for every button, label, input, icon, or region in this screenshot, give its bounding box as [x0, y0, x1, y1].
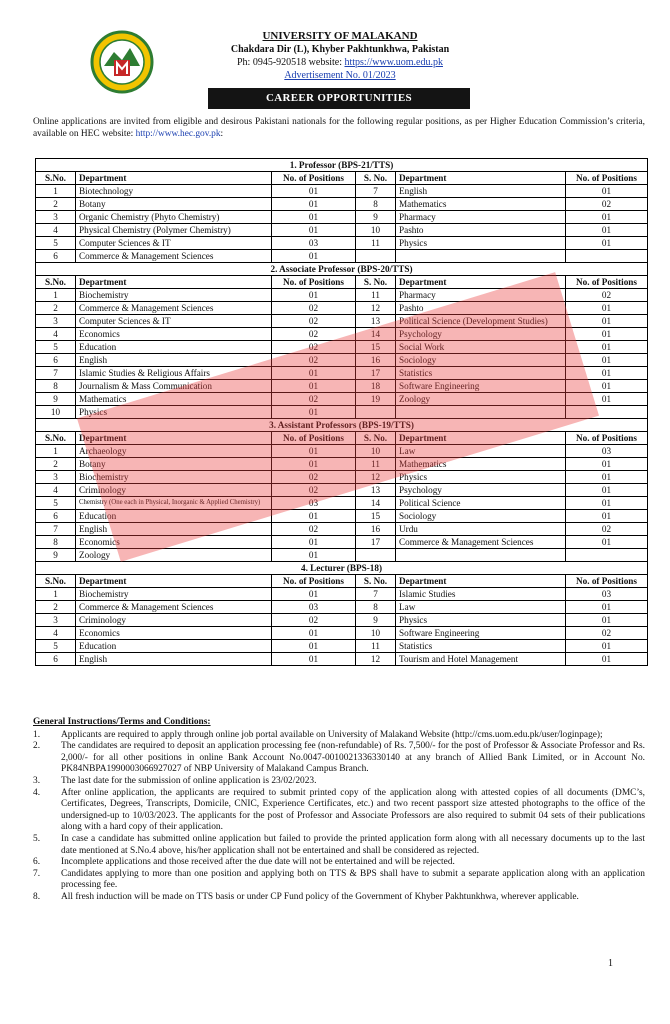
positions-cell: 01 — [566, 393, 648, 406]
serial-cell: 11 — [356, 237, 396, 250]
department-cell: Islamic Studies & Religious Affairs — [76, 367, 272, 380]
positions-cell: 01 — [272, 211, 356, 224]
positions-cell: 01 — [566, 640, 648, 653]
column-header: Department — [396, 432, 566, 445]
intro-after: : — [220, 129, 224, 139]
department-cell: Commerce & Management Sciences — [76, 302, 272, 315]
serial-cell: 1 — [36, 588, 76, 601]
department-cell: Education — [76, 341, 272, 354]
section-title-row — [36, 562, 648, 575]
column-header: Department — [396, 276, 566, 289]
advertisement-number: Advertisement No. 01/2023 — [284, 70, 396, 81]
serial-cell: 10 — [36, 406, 76, 419]
instruction-text: Applicants are required to apply through online job portal available on University of Malakand Website (http://cms.uom.edu.pk/user/loginpage); — [61, 729, 603, 740]
instruction-item — [33, 834, 645, 857]
positions-cell: 01 — [272, 367, 356, 380]
positions-cell: 02 — [566, 198, 648, 211]
positions-cell: 01 — [272, 627, 356, 640]
table-row — [36, 653, 648, 666]
table-row — [36, 406, 648, 419]
instruction-number: 7. — [33, 868, 41, 879]
table-row — [36, 341, 648, 354]
positions-cell: 01 — [272, 588, 356, 601]
positions-cell: 01 — [272, 289, 356, 302]
column-header: No. of Positions — [566, 432, 648, 445]
instruction-item — [33, 776, 645, 788]
instruction-text: After online application, the applicants are required to submit printed copy of the application along with attested copies of all documents (DMC’s, Certificates, Degrees, Transcripts, Domicile, CNIC, Experience Certificates, etc.) and two recent passport size attested photographs to the office of the undersigned-up to 10/03/2023. The applicants for the post of Professor and Associate Professors are also required to submit 04 sets of their publications along with a hard copy of their application. — [61, 787, 645, 833]
serial-cell: 8 — [36, 536, 76, 549]
department-cell: Botany — [76, 198, 272, 211]
positions-cell: 01 — [566, 497, 648, 510]
serial-cell: 2 — [36, 198, 76, 211]
department-cell: Criminology — [76, 484, 272, 497]
table-row — [36, 510, 648, 523]
positions-cell: 01 — [566, 354, 648, 367]
department-cell: Zoology — [76, 549, 272, 562]
intro-paragraph — [33, 116, 645, 140]
department-cell: English — [76, 354, 272, 367]
positions-cell: 01 — [566, 224, 648, 237]
table-row — [36, 328, 648, 341]
serial-cell: 19 — [356, 393, 396, 406]
department-cell: Political Science — [396, 497, 566, 510]
department-cell: Biochemistry — [76, 588, 272, 601]
table-row — [36, 224, 648, 237]
table-row — [36, 471, 648, 484]
serial-cell: 12 — [356, 471, 396, 484]
table-row — [36, 484, 648, 497]
positions-cell: 01 — [566, 653, 648, 666]
serial-cell: 13 — [356, 484, 396, 497]
serial-cell: 9 — [356, 614, 396, 627]
instruction-text: Incomplete applications and those received after the due date will not be entertained and will be rejected. — [61, 857, 455, 868]
positions-cell: 02 — [272, 328, 356, 341]
university-address: Chakdara Dir (L), Khyber Pakhtunkhwa, Pakistan — [230, 44, 450, 55]
positions-cell: 01 — [272, 250, 356, 263]
department-cell — [396, 250, 566, 263]
table-row — [36, 380, 648, 393]
department-cell: Economics — [76, 536, 272, 549]
table-row — [36, 289, 648, 302]
department-cell: Sociology — [396, 354, 566, 367]
serial-cell: 9 — [356, 211, 396, 224]
department-cell: Archaeology — [76, 445, 272, 458]
column-header: No. of Positions — [272, 575, 356, 588]
column-header: No. of Positions — [272, 172, 356, 185]
department-cell: Pashto — [396, 302, 566, 315]
instruction-text: The last date for the submission of online application is 23/02/2023. — [61, 775, 317, 786]
serial-cell: 6 — [36, 354, 76, 367]
serial-cell: 2 — [36, 601, 76, 614]
serial-cell — [356, 549, 396, 562]
instruction-item — [33, 741, 645, 776]
department-cell: Education — [76, 510, 272, 523]
instructions-list — [33, 730, 645, 904]
serial-cell: 7 — [36, 367, 76, 380]
column-header: S. No. — [356, 276, 396, 289]
department-cell — [396, 406, 566, 419]
positions-cell: 02 — [272, 315, 356, 328]
department-cell: Zoology — [396, 393, 566, 406]
serial-cell: 12 — [356, 653, 396, 666]
serial-cell: 16 — [356, 523, 396, 536]
university-name: UNIVERSITY OF MALAKAND — [262, 30, 418, 42]
positions-cell: 01 — [566, 471, 648, 484]
department-cell: Economics — [76, 627, 272, 640]
table-row — [36, 211, 648, 224]
serial-cell: 11 — [356, 289, 396, 302]
department-cell: Botany — [76, 458, 272, 471]
column-header: S.No. — [36, 432, 76, 445]
positions-cell: 02 — [272, 302, 356, 315]
positions-cell: 01 — [566, 510, 648, 523]
table-row — [36, 549, 648, 562]
positions-cell: 01 — [566, 211, 648, 224]
serial-cell: 14 — [356, 497, 396, 510]
positions-cell: 01 — [566, 185, 648, 198]
instruction-text: The candidates are required to deposit an application processing fee (non-refundable) of Rs. 7,500/- for the post of Professor & Associate Professor and Rs. 2,000/- for all other positions in online Bank Account No.0047-0010021336330140 at any branch of Allied Bank Limited, or in Account No. PK84NBPA1990003066927027 of NBP University of Malakand Campus Branch. — [61, 741, 645, 775]
positions-cell: 01 — [566, 380, 648, 393]
instruction-item — [33, 857, 645, 869]
positions-cell: 01 — [272, 198, 356, 211]
positions-cell: 01 — [272, 549, 356, 562]
serial-cell: 4 — [36, 484, 76, 497]
serial-cell: 14 — [356, 328, 396, 341]
positions-cell: 01 — [272, 406, 356, 419]
department-cell: Islamic Studies — [396, 588, 566, 601]
department-cell: Computer Sciences & IT — [76, 315, 272, 328]
department-cell: Biotechnology — [76, 185, 272, 198]
column-header: S.No. — [36, 575, 76, 588]
positions-cell: 01 — [566, 536, 648, 549]
serial-cell: 4 — [36, 224, 76, 237]
column-header-row — [36, 432, 648, 445]
table-row — [36, 198, 648, 211]
department-cell: Mathematics — [396, 198, 566, 211]
column-header-row — [36, 575, 648, 588]
department-cell: Physics — [396, 614, 566, 627]
serial-cell: 8 — [36, 380, 76, 393]
department-cell — [396, 549, 566, 562]
column-header: S.No. — [36, 172, 76, 185]
positions-cell: 02 — [272, 523, 356, 536]
table-row — [36, 536, 648, 549]
positions-cell: 02 — [272, 471, 356, 484]
table-row — [36, 601, 648, 614]
department-cell: English — [76, 653, 272, 666]
serial-cell: 3 — [36, 471, 76, 484]
positions-cell: 03 — [272, 601, 356, 614]
column-header: S. No. — [356, 432, 396, 445]
column-header: Department — [396, 575, 566, 588]
table-row — [36, 445, 648, 458]
serial-cell: 3 — [36, 614, 76, 627]
positions-cell: 02 — [566, 289, 648, 302]
department-cell: Law — [396, 601, 566, 614]
serial-cell: 7 — [356, 588, 396, 601]
positions-cell: 02 — [272, 393, 356, 406]
serial-cell: 5 — [36, 497, 76, 510]
column-header: No. of Positions — [272, 276, 356, 289]
department-cell: English — [396, 185, 566, 198]
positions-cell: 03 — [272, 497, 356, 510]
serial-cell: 11 — [356, 458, 396, 471]
department-cell: Political Science (Development Studies) — [396, 315, 566, 328]
positions-cell: 01 — [272, 510, 356, 523]
column-header-row — [36, 276, 648, 289]
positions-cell: 01 — [566, 315, 648, 328]
serial-cell: 7 — [36, 523, 76, 536]
letterhead — [190, 30, 490, 82]
section-title: 1. Professor (BPS-21/TTS) — [36, 159, 648, 172]
department-cell: Software Engineering — [396, 380, 566, 393]
table-row — [36, 315, 648, 328]
serial-cell: 6 — [36, 510, 76, 523]
serial-cell: 6 — [36, 653, 76, 666]
section-title: 4. Lecturer (BPS-18) — [36, 562, 648, 575]
column-header: Department — [76, 575, 272, 588]
serial-cell — [356, 406, 396, 419]
department-cell: Mathematics — [396, 458, 566, 471]
intro-text: Online applications are invited from eligible and desirous Pakistani nationals for the following regular positions, as per Higher Education Commission’s criteria, available on HEC website: — [33, 117, 645, 139]
column-header: Department — [76, 276, 272, 289]
hec-link[interactable]: http://www.hec.gov.pk — [135, 129, 221, 139]
positions-cell: 01 — [566, 458, 648, 471]
department-cell: Physics — [76, 406, 272, 419]
positions-cell: 01 — [272, 458, 356, 471]
column-header: S. No. — [356, 575, 396, 588]
positions-cell: 01 — [566, 302, 648, 315]
serial-cell: 18 — [356, 380, 396, 393]
instruction-text: Candidates applying to more than one position and applying both on TTS & BPS shall have to submit a separate application along with an application processing fee. — [61, 868, 645, 891]
instruction-number: 2. — [33, 741, 41, 752]
department-cell: Sociology — [396, 510, 566, 523]
department-cell: Commerce & Management Sciences — [396, 536, 566, 549]
serial-cell: 2 — [36, 458, 76, 471]
column-header: No. of Positions — [272, 432, 356, 445]
serial-cell: 5 — [36, 341, 76, 354]
department-cell: Journalism & Mass Communication — [76, 380, 272, 393]
department-cell: Organic Chemistry (Phyto Chemistry) — [76, 211, 272, 224]
positions-cell — [566, 250, 648, 263]
contact-line — [190, 56, 490, 69]
positions-cell: 03 — [566, 445, 648, 458]
serial-cell: 11 — [356, 640, 396, 653]
serial-cell: 12 — [356, 302, 396, 315]
positions-cell: 01 — [566, 484, 648, 497]
positions-cell: 01 — [566, 237, 648, 250]
section-title: 2. Associate Professor (BPS-20/TTS) — [36, 263, 648, 276]
department-cell: Biochemistry — [76, 289, 272, 302]
positions-cell: 01 — [272, 640, 356, 653]
serial-cell: 15 — [356, 341, 396, 354]
section-title-row — [36, 159, 648, 172]
positions-cell: 01 — [566, 601, 648, 614]
positions-cell: 03 — [566, 588, 648, 601]
instruction-item — [33, 788, 645, 834]
positions-cell: 01 — [272, 445, 356, 458]
table-row — [36, 302, 648, 315]
serial-cell: 17 — [356, 367, 396, 380]
department-cell: Pharmacy — [396, 289, 566, 302]
instruction-number: 5. — [33, 833, 41, 844]
table-row — [36, 640, 648, 653]
department-cell: Computer Sciences & IT — [76, 237, 272, 250]
serial-cell: 15 — [356, 510, 396, 523]
serial-cell: 3 — [36, 315, 76, 328]
serial-cell: 1 — [36, 289, 76, 302]
positions-cell: 02 — [272, 614, 356, 627]
section-title-row — [36, 419, 648, 432]
serial-cell: 3 — [36, 211, 76, 224]
department-cell: Law — [396, 445, 566, 458]
table-row — [36, 627, 648, 640]
department-cell: Statistics — [396, 367, 566, 380]
instruction-item — [33, 869, 645, 892]
phone-text: Ph: 0945-920518 website: — [236, 57, 345, 68]
instruction-number: 1. — [33, 729, 41, 740]
serial-cell: 10 — [356, 627, 396, 640]
column-header: Department — [76, 172, 272, 185]
instruction-text: In case a candidate has submitted online application but failed to provide the printed application form along with all necessary documents up to the last date mentioned at S.No.4 above, his/her application shall not be entertained and shall be considered as rejected. — [61, 833, 645, 856]
positions-cell: 03 — [272, 237, 356, 250]
instruction-number: 8. — [33, 891, 41, 902]
table-row — [36, 185, 648, 198]
serial-cell — [356, 250, 396, 263]
positions-cell: 01 — [272, 224, 356, 237]
serial-cell: 2 — [36, 302, 76, 315]
table-row — [36, 614, 648, 627]
department-cell: Psychology — [396, 484, 566, 497]
department-cell: Mathematics — [76, 393, 272, 406]
career-opportunities-banner: CAREER OPPORTUNITIES — [208, 88, 470, 109]
serial-cell: 7 — [356, 185, 396, 198]
department-cell: Physical Chemistry (Polymer Chemistry) — [76, 224, 272, 237]
positions-cell: 02 — [566, 523, 648, 536]
serial-cell: 8 — [356, 198, 396, 211]
column-header: No. of Positions — [566, 172, 648, 185]
positions-cell: 01 — [272, 653, 356, 666]
department-cell: Commerce & Management Sciences — [76, 601, 272, 614]
table-row — [36, 354, 648, 367]
column-header: No. of Positions — [566, 575, 648, 588]
instruction-number: 3. — [33, 775, 41, 786]
positions-cell: 01 — [566, 341, 648, 354]
serial-cell: 4 — [36, 627, 76, 640]
serial-cell: 5 — [36, 237, 76, 250]
column-header: No. of Positions — [566, 276, 648, 289]
serial-cell: 9 — [36, 549, 76, 562]
department-cell: English — [76, 523, 272, 536]
positions-cell: 01 — [272, 185, 356, 198]
positions-cell: 01 — [566, 367, 648, 380]
table-row — [36, 237, 648, 250]
serial-cell: 10 — [356, 445, 396, 458]
table-row — [36, 588, 648, 601]
positions-cell: 02 — [272, 484, 356, 497]
positions-table — [35, 158, 648, 666]
positions-cell — [566, 406, 648, 419]
serial-cell: 10 — [356, 224, 396, 237]
serial-cell: 5 — [36, 640, 76, 653]
serial-cell: 8 — [356, 601, 396, 614]
department-cell: Urdu — [396, 523, 566, 536]
positions-cell: 02 — [272, 341, 356, 354]
department-cell: Economics — [76, 328, 272, 341]
table-row — [36, 367, 648, 380]
serial-cell: 1 — [36, 445, 76, 458]
department-cell: Pharmacy — [396, 211, 566, 224]
table-row — [36, 523, 648, 536]
column-header-row — [36, 172, 648, 185]
instruction-item — [33, 892, 645, 904]
table-row — [36, 458, 648, 471]
table-row — [36, 393, 648, 406]
serial-cell: 4 — [36, 328, 76, 341]
university-logo — [90, 30, 154, 94]
column-header: S. No. — [356, 172, 396, 185]
department-cell: Statistics — [396, 640, 566, 653]
department-cell: Tourism and Hotel Management — [396, 653, 566, 666]
section-title-row — [36, 263, 648, 276]
column-header: S.No. — [36, 276, 76, 289]
department-cell: Social Work — [396, 341, 566, 354]
department-cell: Commerce & Management Sciences — [76, 250, 272, 263]
department-cell: Education — [76, 640, 272, 653]
serial-cell: 17 — [356, 536, 396, 549]
serial-cell: 1 — [36, 185, 76, 198]
department-cell: Physics — [396, 471, 566, 484]
department-cell: Chemistry (One each in Physical, Inorganic & Applied Chemistry) — [76, 497, 272, 510]
serial-cell: 6 — [36, 250, 76, 263]
instructions-title: General Instructions/Terms and Conditions: — [33, 717, 211, 727]
department-cell: Software Engineering — [396, 627, 566, 640]
table-row — [36, 250, 648, 263]
positions-cell: 01 — [272, 536, 356, 549]
positions-cell: 02 — [566, 627, 648, 640]
department-cell: Biochemistry — [76, 471, 272, 484]
positions-cell: 01 — [566, 328, 648, 341]
positions-cell — [566, 549, 648, 562]
instruction-text: All fresh induction will be made on TTS basis or under CP Fund policy of the Government of Khyber Pakhtunkhwa, wherever applicable. — [61, 891, 579, 902]
department-cell: Criminology — [76, 614, 272, 627]
department-cell: Physics — [396, 237, 566, 250]
department-cell: Psychology — [396, 328, 566, 341]
serial-cell: 16 — [356, 354, 396, 367]
section-title: 3. Assistant Professors (BPS-19/TTS) — [36, 419, 648, 432]
positions-cell: 01 — [566, 614, 648, 627]
department-cell: Pashto — [396, 224, 566, 237]
instruction-item — [33, 730, 645, 742]
page-number: 1 — [608, 958, 613, 969]
general-instructions — [33, 717, 645, 904]
positions-cell: 02 — [272, 354, 356, 367]
website-link[interactable]: https://www.uom.edu.pk — [344, 57, 443, 68]
serial-cell: 9 — [36, 393, 76, 406]
table-row — [36, 497, 648, 510]
serial-cell: 13 — [356, 315, 396, 328]
instruction-number: 6. — [33, 857, 41, 868]
column-header: Department — [396, 172, 566, 185]
column-header: Department — [76, 432, 272, 445]
instruction-number: 4. — [33, 787, 41, 798]
positions-cell: 01 — [272, 380, 356, 393]
